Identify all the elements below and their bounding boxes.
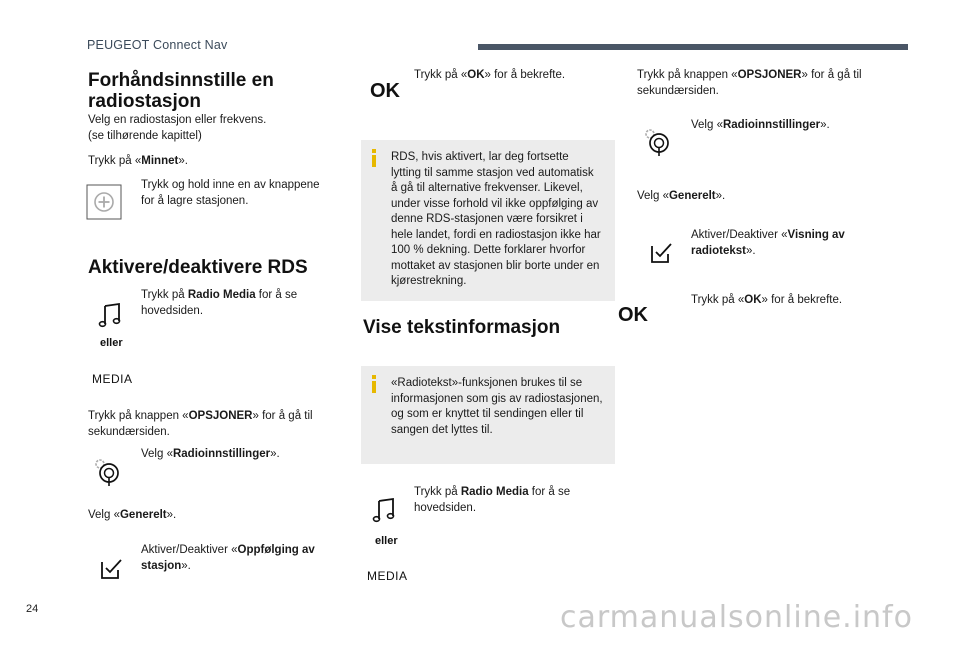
add-preset-icon (86, 184, 122, 220)
text-bold: stasjon (141, 559, 182, 572)
text-bold: Generelt (668, 190, 716, 202)
text-part: Trykk på « (414, 69, 468, 81)
text-part: Trykk på (414, 486, 461, 498)
info-line: lytting til samme stasjon ved automatisk (391, 166, 594, 179)
text-part: ». (166, 509, 177, 521)
text-line: (se tilhørende kapittel) (88, 129, 202, 142)
text-part: Trykk på knappen « (637, 69, 738, 81)
options-text (637, 68, 862, 99)
radiotext-info-box (361, 366, 615, 464)
text-line: sekundærsiden. (88, 425, 170, 438)
radio-media-text (141, 288, 297, 319)
text-part: ». (745, 244, 756, 257)
section-title-rds: Aktivere/deaktivere RDS (88, 257, 308, 278)
checkbox-icon (100, 558, 124, 580)
text-part: Velg « (141, 448, 173, 460)
text-line: sekundærsiden. (637, 84, 719, 97)
text-part: ». (715, 190, 726, 202)
text-part: » for å bekrefte. (761, 294, 843, 306)
music-note-icon (372, 496, 398, 524)
info-line: og som er knyttet til sendingen eller til (391, 408, 584, 420)
ok-icon: OK (370, 80, 400, 102)
radio-media-text (414, 485, 570, 516)
hold-button-text (141, 178, 320, 209)
confirm-text (414, 68, 565, 84)
section-title-line: Forhåndsinnstille en (88, 70, 274, 91)
text-bold: radiotekst (691, 244, 746, 257)
text-part: » for å gå til (801, 69, 862, 81)
info-line: kjørestrekning. (391, 275, 467, 287)
header-rule (478, 44, 908, 50)
select-general-text (637, 189, 725, 205)
text-line: Trykk og hold inne en av knappene (141, 179, 320, 191)
info-line: hele landet, fordi en radiostasjon ikke har (391, 228, 601, 241)
text-line: Velg en radiostasjon eller frekvens. (88, 114, 267, 126)
info-line: informasjonen som gis av radiostasjonen, (391, 392, 603, 405)
text-bold: OK (744, 294, 762, 306)
text-part: » for å bekrefte. (484, 69, 566, 81)
page-number: 24 (26, 603, 39, 615)
text-part: Aktiver/Deaktiver « (141, 544, 238, 556)
text-bold: Generelt (119, 509, 167, 521)
text-part: Velg « (637, 190, 669, 202)
text-part: ». (820, 119, 830, 131)
or-label: eller (100, 337, 123, 349)
checkbox-icon (650, 242, 674, 264)
text-part: ». (270, 448, 280, 460)
text-bold: OPSJONER (737, 69, 802, 81)
info-icon (370, 375, 378, 395)
select-general-text (88, 508, 176, 524)
text-line: hovedsiden. (414, 501, 477, 514)
toggle-follow-station-text (141, 543, 315, 574)
press-memory-text (88, 154, 188, 170)
text-part: » for å gå til (252, 410, 313, 422)
text-part: Velg « (691, 119, 723, 131)
text-part: Trykk på « (691, 294, 745, 306)
rds-info-box (361, 140, 615, 301)
text-part: Trykk på knappen « (88, 410, 189, 422)
confirm-text (691, 293, 842, 309)
options-text (88, 409, 313, 440)
text-line: hovedsiden. (141, 304, 204, 317)
radio-settings-icon (90, 454, 124, 488)
radio-settings-icon (640, 124, 674, 158)
media-label: MEDIA (367, 569, 408, 583)
text-bold: OK (467, 69, 485, 81)
ok-icon: OK (618, 304, 648, 326)
text-bold: Oppfølging av (237, 544, 315, 556)
text-part: Trykk på « (88, 155, 142, 167)
info-line: denne RDS-stasjonen være forsikret i (391, 213, 583, 225)
media-label: MEDIA (92, 372, 133, 386)
info-icon (370, 149, 378, 169)
toggle-radiotext-text (691, 228, 845, 259)
music-note-icon (98, 301, 124, 329)
preset-intro (88, 113, 266, 144)
info-line: RDS, hvis aktivert, lar deg fortsette (391, 151, 569, 163)
text-part: Aktiver/Deaktiver « (691, 229, 788, 241)
select-radio-settings-text (141, 447, 280, 463)
text-bold: Radio Media (187, 289, 256, 301)
section-title-preset (88, 70, 274, 112)
text-bold: OPSJONER (188, 410, 253, 422)
text-part: ». (178, 155, 188, 167)
or-label: eller (375, 535, 398, 547)
text-part: Velg « (88, 509, 120, 521)
text-part: for å se (528, 486, 571, 498)
text-line: for å lagre stasjonen. (141, 194, 249, 207)
text-bold: Radioinnstillinger (172, 448, 271, 460)
running-header: PEUGEOT Connect Nav (87, 38, 228, 52)
info-line: «Radiotekst»-funksjonen brukes til se (391, 377, 583, 389)
info-line: mottaket av stasjonen blir borte under en (391, 259, 600, 272)
info-line: sangen det lyttes til. (391, 423, 493, 436)
text-part: ». (181, 559, 191, 572)
info-line: å gå til alternative frekvenser. Likevel, (391, 182, 583, 194)
text-part: Trykk på (141, 289, 188, 301)
section-title-line: radiostasjon (88, 91, 201, 112)
text-bold: Radioinnstillinger (722, 119, 821, 131)
watermark: carmanualsonline.info (560, 600, 913, 635)
text-bold: Minnet (141, 155, 179, 167)
select-radio-settings-text (691, 118, 830, 134)
text-bold: Visning av (787, 229, 845, 241)
section-title-text-info: Vise tekstinformasjon (363, 317, 561, 338)
info-line: under visse forhold vil ikke oppfølging av (391, 197, 599, 210)
text-part: for å se (255, 289, 298, 301)
info-line: 100 % dekning. Dette forklarer hvorfor (391, 244, 586, 256)
text-bold: Radio Media (460, 486, 529, 498)
